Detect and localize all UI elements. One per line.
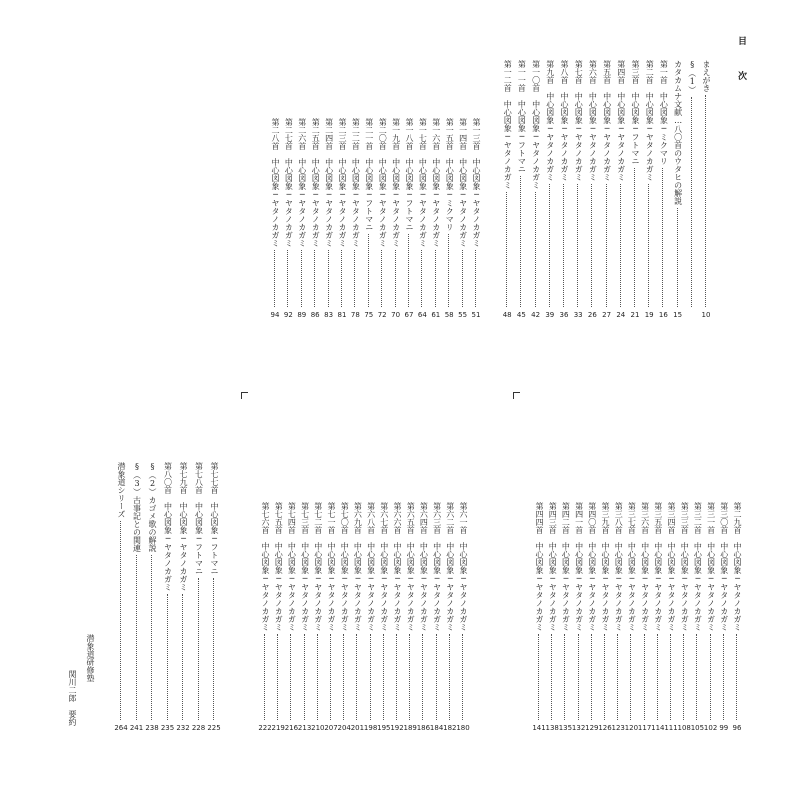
toc-entry-label: 第四三首 中心図象─ヤタノカガミ [548,502,558,631]
toc-entry-label: 第一七首 中心図象─ヤタノカガミ [418,118,428,247]
toc-entry-label: 第一九首 中心図象─ヤタノカガミ [391,118,401,247]
toc-entry [282,118,294,320]
toc-entry [457,502,469,736]
toc-entry-page: 61 [431,311,441,319]
toc-entry-page: 92 [283,311,293,319]
toc-entry-label: 第六九首 中心図象─ヤタノカガミ [353,502,363,631]
toc-entry-page: 83 [324,311,334,319]
toc-entry [296,118,308,320]
toc-entry [558,60,570,320]
toc-entry [643,60,655,320]
leader-dots [506,192,507,307]
toc-entry-label: 第一三首 中心図象─ヤタノカガミ [472,118,481,247]
toc-entry [544,60,556,320]
toc-entry-page: 132 [571,724,586,732]
toc-entry-label: 第八首 中心図象─ヤタノカガミ [560,60,569,181]
toc-entry [700,60,712,320]
toc-entry [691,502,703,736]
toc-entry-label: 第一首 中心図象─ミクマリ [659,60,669,165]
leader-dots [475,250,476,307]
leader-dots [448,234,449,307]
toc-entry-label: 第一二首 中心図象─ヤタノカガミ [503,60,513,189]
toc-entry-page: 235 [160,724,175,732]
toc-entry-page: 180 [456,724,470,732]
toc-entry [431,502,443,736]
leader-dots [151,555,152,720]
leader-dots [691,97,692,307]
toc-entry [470,118,482,320]
toc-entry-label: 第七九首 中心図象─ヤタノカガミ [179,462,188,591]
leader-dots [356,634,357,720]
crop-mark-right [513,392,520,399]
toc-entry-label: 第八〇首 中心図象─ヤタノカガミ [163,462,173,591]
toc-entry-page: 48 [502,311,512,319]
toc-entry-page: 15 [673,311,683,319]
toc-entry-page: 67 [404,311,414,319]
leader-dots [462,634,463,720]
toc-entry [559,502,571,736]
toc-entry-label: 第四〇首 中心図象─ヤタノカガミ [587,502,597,631]
leader-dots [449,634,450,720]
leader-dots [167,594,168,720]
leader-dots [277,634,278,720]
toc-entry-page: 39 [545,311,555,319]
toc-entry-label: 第七四首 中心図象─ヤタノカガミ [287,502,297,631]
toc-entry [546,502,558,736]
toc-entry-label: 第七六首 中心図象─ヤタノカガミ [261,502,270,631]
toc-entry-page: 102 [703,724,718,732]
toc-entry-label: 第三三首 中心図象─ヤタノカガミ [680,502,690,631]
toc-entry [615,60,627,320]
toc-entry [365,502,377,736]
leader-dots [381,250,382,307]
toc-entry-page: 189 [403,724,417,732]
leader-dots [723,634,724,720]
toc-entry-page: 45 [516,311,526,319]
leader-dots [620,184,621,307]
toc-entry-page: 192 [390,724,404,732]
toc-entry-label: 第七三首 中心図象─ヤタノカガミ [300,502,310,631]
toc-entry-label: カタカムナ文献…八〇首のウタヒの解説 [673,60,683,205]
toc-entry [390,118,402,320]
leader-dots [462,250,463,307]
toc-entry [349,118,361,320]
toc-entry-label: 第三九首 中心図象─ヤタノカガミ [601,502,610,631]
toc-entry-page: 64 [417,311,427,319]
toc-entry-label: §（2）カゴメ歌の解説 [148,462,157,552]
leader-dots [354,250,355,307]
leader-dots [696,634,697,720]
toc-entry-page: 70 [391,311,401,319]
leader-dots [705,95,706,307]
toc-entry-page: 210 [311,724,325,732]
leader-dots [383,634,384,720]
toc-entry [586,502,598,736]
toc-entry [657,60,669,320]
toc-entry [501,60,513,320]
leader-dots [274,250,275,307]
toc-entry-page: 24 [616,311,626,319]
toc-entry-label: 第六首 中心図象─ヤタノカガミ [588,60,598,181]
toc-entry-label: 第二首 中心図象─ヤタノカガミ [645,60,655,181]
leader-dots [198,578,199,720]
toc-entry-label: 第四首 中心図象─ヤタノカガミ [616,60,626,181]
toc-entry-page: 99 [719,724,729,732]
toc-entry [672,60,684,320]
toc-entry-label: 第二八首 中心図象─ヤタノカガミ [271,118,280,247]
toc-entry [572,60,584,320]
leader-dots [538,634,539,720]
leader-dots [549,184,550,307]
leader-dots [710,634,711,720]
publisher-name: 潜象道研修塾 [86,634,95,682]
toc-entry-page: 42 [531,311,541,319]
toc-entry-page: 111 [664,724,678,732]
toc-entry-page: 195 [377,724,391,732]
toc-entry [208,462,220,736]
toc-entry-page: 58 [444,311,454,319]
toc-entry-label: 第七首 中心図象─ヤタノカガミ [574,60,584,181]
leader-dots [314,250,315,307]
crop-mark-left [241,392,248,399]
toc-entry-page: 120 [624,724,639,732]
toc-entry-label: 第三六首 中心図象─ヤタノカガミ [640,502,650,631]
toc-entry-label: 第七一首 中心図象─ヤタノカガミ [327,502,336,631]
toc-entry [639,502,651,736]
toc-entry-label: 第三一首 中心図象─ヤタノカガミ [706,502,716,631]
toc-entry [378,502,390,736]
leader-dots [551,634,552,720]
leader-dots [408,234,409,307]
toc-entry-page: 129 [585,724,599,732]
toc-entry-label: 第六六首 中心図象─ヤタノカガミ [393,502,402,631]
leader-dots [341,250,342,307]
toc-entry-label: 第三七首 中心図象─ヤタノカガミ [627,502,637,631]
toc-entry-page: 141 [532,724,546,732]
leader-dots [670,634,671,720]
toc-entry-page: 241 [129,724,144,732]
toc-entry-label: 第二五首 中心図象─ヤタノカガミ [311,118,321,247]
toc-entry-page: 232 [176,724,190,732]
leader-dots [330,634,331,720]
toc-entry-label: 第一六首 中心図象─ヤタノカガミ [431,118,441,247]
toc-entry-label: 第六八首 中心図象─ヤタノカガミ [366,502,376,631]
toc-entry [269,118,281,320]
toc-entry [586,60,598,320]
leader-dots [617,634,618,720]
toc-entry-page: 207 [324,724,338,732]
author-credit: 関川二郎 要約 [68,670,77,726]
leader-dots [578,634,579,720]
toc-entry [599,502,611,736]
leader-dots [435,250,436,307]
toc-entry-label: 第二四首 中心図象─ヤタノカガミ [324,118,334,247]
toc-entry-page: 19 [644,311,654,319]
toc-entry-label: 第三〇首 中心図象─ヤタノカガミ [719,502,729,631]
leader-dots [436,634,437,720]
toc-entry-label: 潜象道シリーズ [117,462,126,518]
toc-entry [678,502,690,736]
leader-dots [563,184,564,307]
toc-entry [299,502,311,736]
toc-entry-page: 138 [545,724,559,732]
toc-entry-label: 第六一首 中心図象─ヤタノカガミ [459,502,468,631]
leader-dots [264,634,265,720]
toc-entry-page: 198 [363,724,378,732]
toc-entry-page: 123 [611,724,625,732]
leader-dots [343,634,344,720]
toc-entry-label: 第三五首 中心図象─ヤタノカガミ [653,502,663,631]
toc-entry-label: 第五首 中心図象─ヤタノカガミ [602,60,612,181]
toc-entry-label: 第九首 中心図象─ヤタノカガミ [545,60,555,181]
toc-entry-label: 第一八首 中心図象─フトマニ [405,118,414,231]
toc-entry-page: 184 [429,724,444,732]
leader-dots [591,634,592,720]
toc-entry-label: 第七〇首 中心図象─ヤタノカガミ [340,502,350,631]
toc-entry-label: 第四四首 中心図象─ヤタノカガミ [535,502,544,631]
toc-entry-label: 第三二首 中心図象─ヤタノカガミ [693,502,703,631]
toc-entry-page: 16 [658,311,668,319]
toc-entry-page: 108 [677,724,691,732]
toc-entry-label: §（3）古事記との関連 [132,462,142,552]
toc-entry-label: §（1） [687,60,697,94]
leader-dots [577,184,578,307]
leader-dots [564,634,565,720]
toc-entry [652,502,664,736]
toc-entry [686,60,698,320]
toc-entry [515,60,527,320]
toc-entry-page: 182 [443,724,457,732]
toc-entry-page: 75 [364,311,374,319]
toc-entry [601,60,613,320]
toc-entry-label: 第一五首 中心図象─ミクマリ [445,118,455,231]
toc-entry [162,462,174,736]
toc-entry-label: 第二九首 中心図象─ヤタノカガミ [733,502,742,631]
toc-entry [731,502,743,736]
toc-entry-page: 105 [690,724,705,732]
toc-entry-page: 36 [559,311,569,319]
toc-entry-label: 第二二首 中心図象─ヤタノカガミ [351,118,361,247]
toc-entry [363,118,375,320]
toc-entry [259,502,271,736]
toc-entry-page: 114 [651,724,665,732]
leader-dots [736,634,737,720]
toc-entry-label: 第二七首 中心図象─ヤタノカガミ [284,118,294,247]
leader-dots [395,250,396,307]
toc-entry [325,502,337,736]
toc-entry [193,462,205,736]
toc-entry-page: 94 [270,311,280,319]
toc-entry [457,118,469,320]
toc-entry-label: 第七七首 中心図象─フトマニ [210,462,219,575]
toc-entry [376,118,388,320]
toc-entry [323,118,335,320]
leader-dots [604,634,605,720]
leader-dots [421,250,422,307]
toc-title: 目 次 [736,36,746,88]
toc-entry-label: 第七五首 中心図象─ヤタノカガミ [274,502,284,631]
toc-entry-page: 96 [732,724,742,732]
toc-entry [338,502,350,736]
toc-entry-label: 第六五首 中心図象─ヤタノカガミ [406,502,416,631]
toc-entry-page: 186 [416,724,431,732]
toc-entry-label: 第三八首 中心図象─ヤタノカガミ [614,502,624,631]
toc-entry [336,118,348,320]
toc-entry-page: 72 [377,311,387,319]
leader-dots [634,168,635,307]
toc-entry-label: 第七八首 中心図象─フトマニ [194,462,204,575]
toc-entry-page: 21 [630,311,640,319]
leader-dots [328,250,329,307]
toc-entry-label: 第一〇首 中心図象─ヤタノカガミ [531,60,541,189]
toc-entry [629,60,641,320]
leader-dots [182,594,183,720]
leader-dots [120,521,121,720]
leader-dots [657,634,658,720]
toc-entry-page: 51 [471,311,481,319]
toc-entry-page: 135 [558,724,573,732]
leader-dots [301,250,302,307]
toc-entry-page: 204 [337,724,351,732]
toc-entry-page: 10 [701,311,711,319]
toc-entry-page: 86 [310,311,320,319]
leader-dots [520,176,521,307]
leader-dots [677,208,678,307]
toc-entry [533,502,545,736]
leader-dots [287,250,288,307]
toc-entry-label: 第三首 中心図象─フトマニ [631,60,640,165]
leader-dots [422,634,423,720]
leader-dots [396,634,397,720]
toc-entry [391,502,403,736]
leader-dots [606,184,607,307]
leader-dots [317,634,318,720]
toc-entry-page: 117 [637,724,652,732]
toc-entry-page: 216 [284,724,299,732]
leader-dots [535,192,536,307]
leader-dots [644,634,645,720]
toc-entry-page: 264 [114,724,128,732]
toc-entry-page: 81 [337,311,347,319]
toc-entry-label: まえがき [702,60,711,92]
toc-entry [417,502,429,736]
toc-entry-label: 第四一首 中心図象─ヤタノカガミ [574,502,584,631]
toc-entry [718,502,730,736]
toc-entry [272,502,284,736]
toc-entry-page: 78 [350,311,360,319]
toc-entry [443,118,455,320]
toc-entry-label: 第六三首 中心図象─ヤタノカガミ [432,502,442,631]
toc-entry-label: 第二三首 中心図象─ヤタノカガミ [338,118,347,247]
toc-entry-page: 201 [350,724,365,732]
toc-entry-page: 33 [573,311,583,319]
toc-entry-label: 第二〇首 中心図象─ヤタノカガミ [378,118,388,247]
toc-entry-page: 225 [207,724,221,732]
toc-entry-label: 第一一首 中心図象─フトマニ [517,60,527,173]
toc-entry-page: 213 [297,724,312,732]
toc-entry-label: 第四二首 中心図象─ヤタノカガミ [561,502,571,631]
toc-entry-label: 第二六首 中心図象─ヤタノカガミ [297,118,307,247]
toc-entry-label: 第六二首 中心図象─ヤタノカガミ [445,502,455,631]
toc-entry [625,502,637,736]
leader-dots [368,234,369,307]
toc-entry-page: 27 [602,311,612,319]
toc-entry [430,118,442,320]
toc-entry [444,502,456,736]
toc-entry [612,502,624,736]
toc-entry [530,60,542,320]
toc-entry [665,502,677,736]
leader-dots [648,184,649,307]
toc-entry-label: 第六四首 中心図象─ヤタノカガミ [419,502,429,631]
toc-entry [404,502,416,736]
leader-dots [409,634,410,720]
toc-entry [705,502,717,736]
leader-dots [370,634,371,720]
toc-entry [115,462,127,736]
leader-dots [136,555,137,720]
toc-entry-label: 第七二首 中心図象─ヤタノカガミ [313,502,323,631]
leader-dots [213,578,214,720]
toc-entry [416,118,428,320]
toc-entry [351,502,363,736]
toc-entry-label: 第六七首 中心図象─ヤタノカガミ [379,502,389,631]
toc-entry [285,502,297,736]
toc-entry [146,462,158,736]
toc-entry [312,502,324,736]
toc-entry-label: 第二一首 中心図象─フトマニ [364,118,374,231]
toc-entry [309,118,321,320]
toc-entry [573,502,585,736]
toc-entry-page: 228 [191,724,206,732]
toc-entry-page: 222 [258,724,272,732]
leader-dots [290,634,291,720]
leader-dots [591,184,592,307]
toc-entry-page: 26 [587,311,597,319]
leader-dots [630,634,631,720]
toc-entry [403,118,415,320]
toc-entry-page: 219 [271,724,285,732]
toc-entry-page: 238 [145,724,159,732]
toc-entry-page: 55 [458,311,468,319]
leader-dots [662,168,663,307]
toc-entry [177,462,189,736]
toc-entry-page: 89 [297,311,307,319]
toc-entry-page: 126 [598,724,612,732]
toc-entry-label: 第三四首 中心図象─ヤタノカガミ [667,502,676,631]
toc-entry [131,462,143,736]
toc-entry-label: 第一四首 中心図象─ヤタノカガミ [458,118,468,247]
leader-dots [683,634,684,720]
leader-dots [304,634,305,720]
